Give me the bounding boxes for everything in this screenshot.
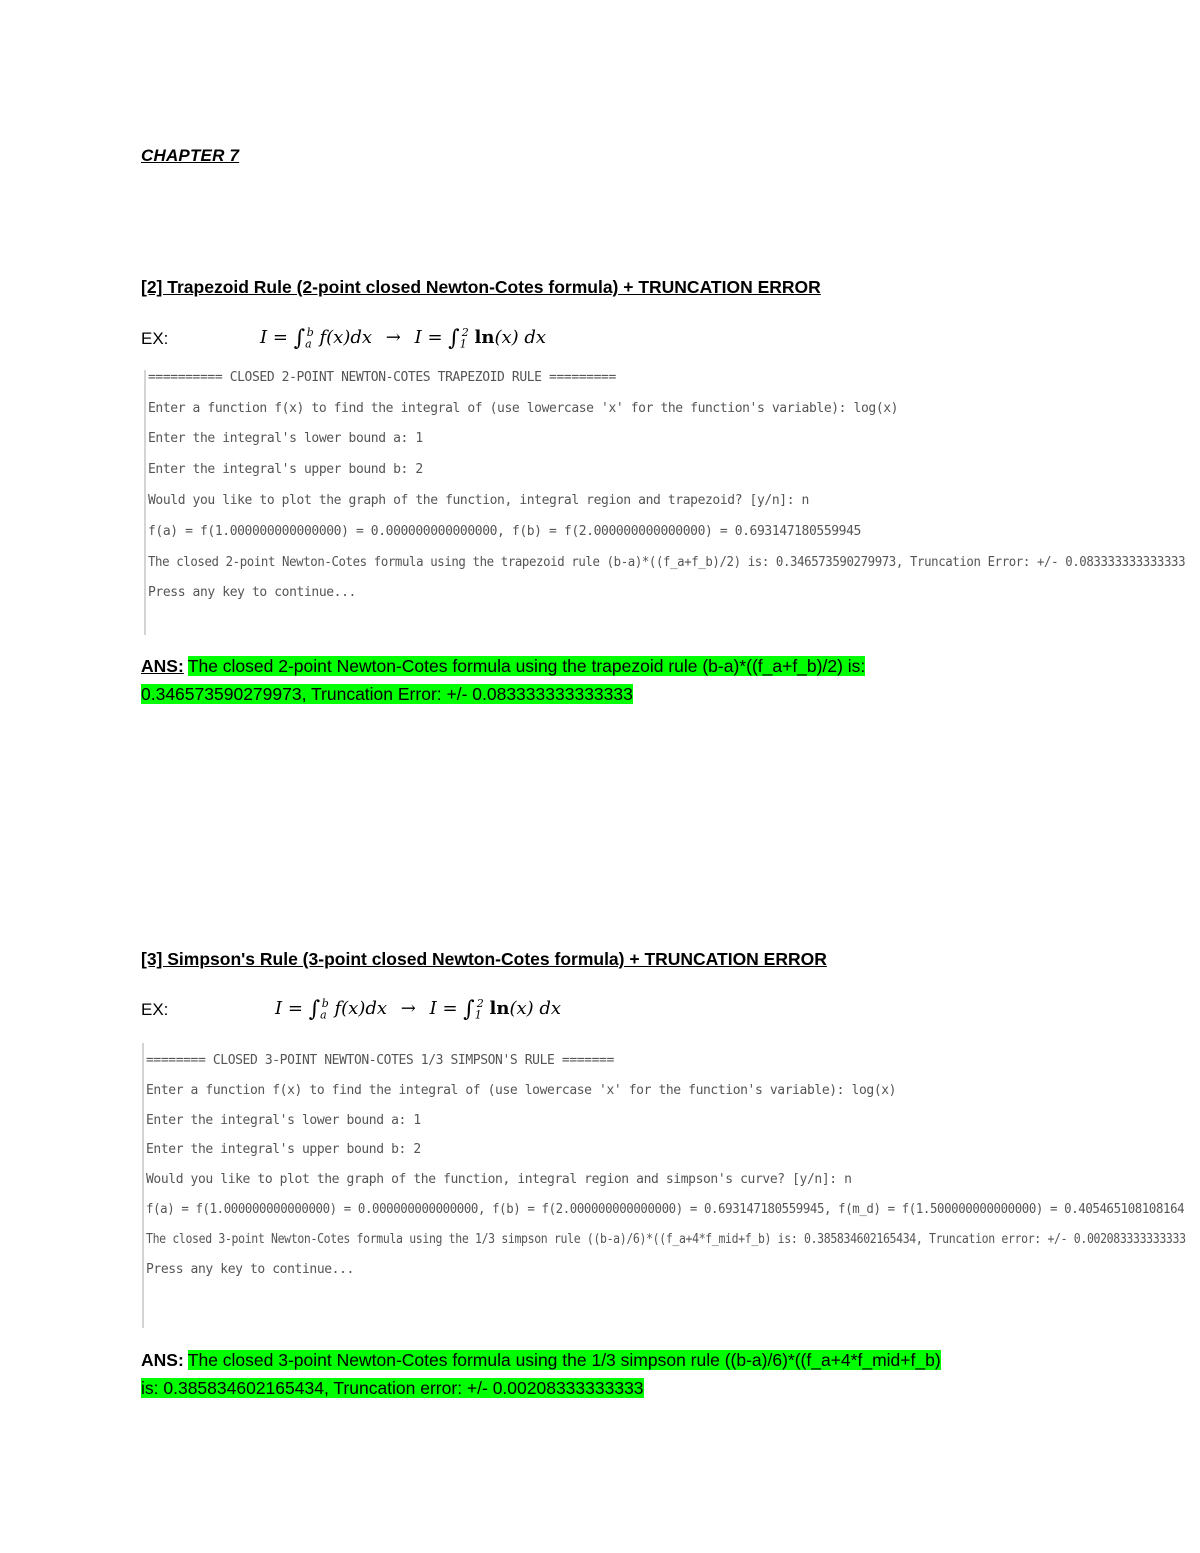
console-output-trapezoid bbox=[148, 370, 1186, 640]
console-line: Enter the integral's lower bound a: 1 bbox=[148, 431, 423, 446]
console-output-simpson bbox=[146, 1053, 1186, 1333]
console-line: f(a) = f(1.000000000000000) = 0.000000000000000, f(b) = f(2.000000000000000) = 0.693147180559945, f(m_d) = f(1.500000000000000) = 0.405465108108164 bbox=[146, 1202, 1185, 1217]
section-heading-trapezoid: [2] Trapezoid Rule (2-point closed Newton-Cotes formula) + TRUNCATION ERROR bbox=[141, 277, 821, 297]
console-line: The closed 2-point Newton-Cotes formula using the trapezoid rule (b-a)*((f_a+f_b)/2) is: 0.346573590279973, Truncation Error: +/- 0.083333333333333 bbox=[148, 555, 1186, 570]
example-label: EX: bbox=[141, 329, 169, 348]
example-formula: $I = \int_a^b$ $f(x)dx \to I = \int_1^2$ ln(x) dx bbox=[260, 326, 547, 351]
console-line: Press any key to continue... bbox=[146, 1262, 354, 1277]
example-label: EX: bbox=[141, 1000, 169, 1019]
console-line: Enter a function f(x) to find the integral of (use lowercase 'x' for the function's variable): log(x) bbox=[148, 401, 899, 416]
answer-text: is: 0.385834602165434, Truncation error: +/- 0.00208333333333 bbox=[141, 1378, 644, 1398]
console-line: ======== CLOSED 3-POINT NEWTON-COTES 1/3 SIMPSON'S RULE ======= bbox=[146, 1053, 614, 1068]
console-line: The closed 3-point Newton-Cotes formula using the 1/3 simpson rule ((b-a)/6)*((f_a+4*f_mid+f_b) is: 0.385834602165434, Truncation error: +/- 0.002083333333333 bbox=[146, 1232, 1186, 1247]
answer-text: 0.346573590279973, Truncation Error: +/- 0.083333333333333 bbox=[141, 684, 633, 704]
console-line: Enter a function f(x) to find the integral of (use lowercase 'x' for the function's variable): log(x) bbox=[146, 1083, 897, 1098]
console-line: Enter the integral's upper bound b: 2 bbox=[148, 462, 423, 477]
console-line: Would you like to plot the graph of the function, integral region and simpson's curve? [y/n]: n bbox=[146, 1172, 852, 1187]
answer-block-trapezoid bbox=[141, 652, 865, 708]
console-line: ========== CLOSED 2-POINT NEWTON-COTES TRAPEZOID RULE ========= bbox=[148, 370, 616, 385]
answer-label: ANS: bbox=[141, 656, 184, 676]
section-heading-simpson: [3] Simpson's Rule (3-point closed Newton-Cotes formula) + TRUNCATION ERROR bbox=[141, 949, 827, 969]
answer-block-simpson bbox=[141, 1346, 941, 1402]
answer-text: The closed 2-point Newton-Cotes formula using the trapezoid rule (b-a)*((f_a+f_b)/2) is: bbox=[187, 656, 866, 676]
chapter-title: CHAPTER 7 bbox=[141, 146, 240, 165]
console-line: Enter the integral's upper bound b: 2 bbox=[146, 1142, 421, 1157]
console-line: f(a) = f(1.000000000000000) = 0.000000000000000, f(b) = f(2.000000000000000) = 0.693147180559945 bbox=[148, 524, 861, 539]
answer-text: The closed 3-point Newton-Cotes formula using the 1/3 simpson rule ((b-a)/6)*((f_a+4*f_mid+f_b) bbox=[187, 1350, 941, 1370]
answer-label: ANS: bbox=[141, 1350, 184, 1370]
console-line: Press any key to continue... bbox=[148, 585, 356, 600]
example-formula: $I = \int_a^b$ $f(x)dx \to I = \int_1^2$ ln(x) dx bbox=[275, 997, 562, 1022]
console-line: Would you like to plot the graph of the function, integral region and trapezoid? [y/n]: n bbox=[148, 493, 809, 508]
console-line: Enter the integral's lower bound a: 1 bbox=[146, 1113, 421, 1128]
